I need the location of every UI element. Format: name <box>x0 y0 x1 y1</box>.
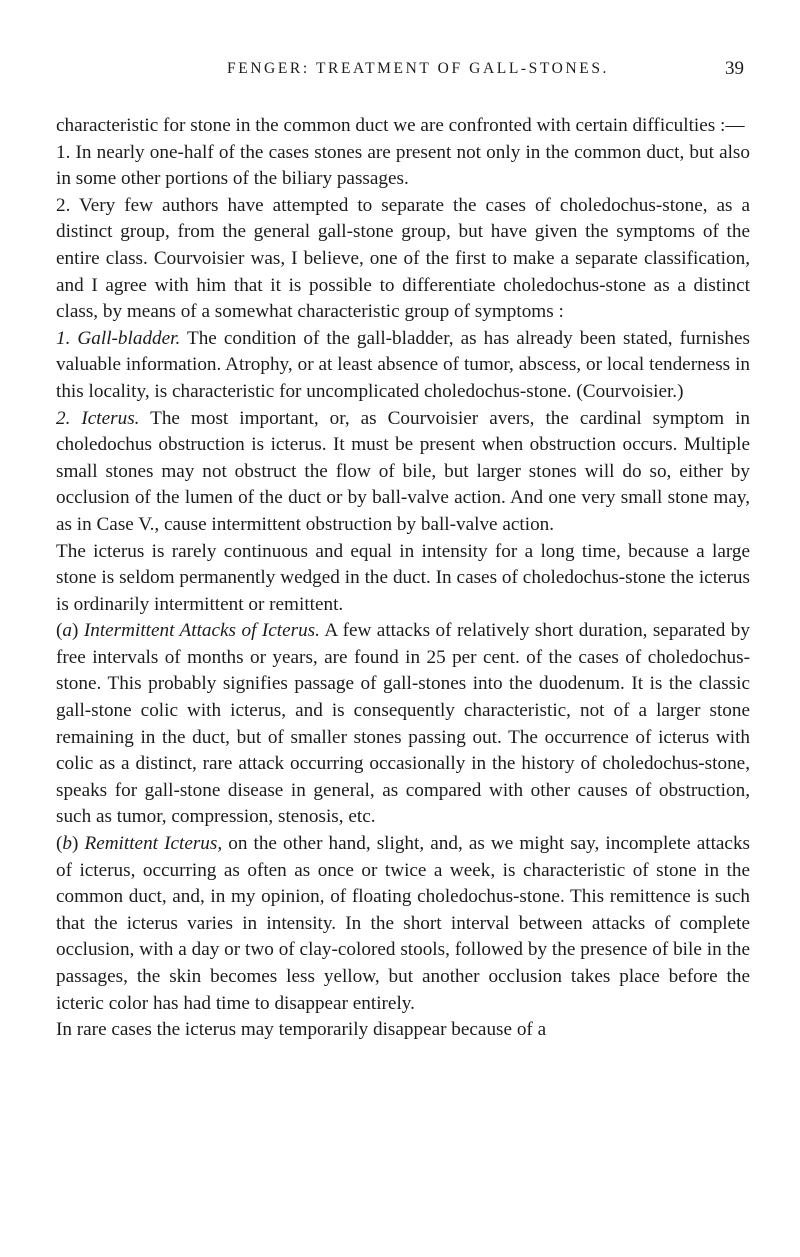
running-head: FENGER: TREATMENT OF GALL-STONES. <box>226 60 610 77</box>
paragraph: 2. Very few authors have attempted to separate the cases of choledochus-stone, as a distinct group, from the general gall-stone group, but have given the symptoms of the entire class. Courvoisier was, I believe, one of the first to make a separate classification, and I agree with him that it is possible to differentiate choledochus-stone as a distinct class, by means of a somewhat characteristic group of symptoms : <box>56 194 750 323</box>
paragraph: In rare cases the icterus may temporarily disappear because of a <box>56 1019 547 1041</box>
section-label: 1. Gall-bladder. <box>56 327 181 349</box>
paren-open: ( <box>56 833 63 855</box>
section-label: 2. Icterus. <box>56 407 140 429</box>
paragraph-text: A few attacks of relatively short duration, separated by free intervals of months or years, are found in 25 per cent. of the cases of choledochus-stone. This probably signifies passage of gall-stones into the duodenum. It is the classic gall-stone colic with icterus, and is consequently characteristic, not of a larger stone remaining in the duct, but of smaller stones passing out. The occurrence of icterus with colic as a distinct, rare attack occurring occasionally in the history of choledochus-stone, speaks for gall-stone disease in general, as compared with other causes of obstruction, such as tumor, compression, stenosis, etc. <box>56 620 750 828</box>
paragraph <box>56 406 750 539</box>
paragraph-text: on the other hand, slight, and, as we might say, incomplete attacks of icterus, occurring as often as once or twice a week, is characteristic of stone in the common duct, and, in my opinion, of floating choledochus-stone. This remittence is such that the icterus varies in intensity. In the short interval between attacks of complete occlusion, with a day or two of clay-colored stools, followed by the presence of bile in the passages, the skin becomes less yellow, but another occlusion takes place before the icteric color has had time to disappear entirely. <box>56 833 751 1014</box>
list-letter: b <box>62 833 72 855</box>
paragraph <box>56 326 750 406</box>
section-label: Remittent Icterus, <box>84 833 223 855</box>
paragraph <box>56 618 750 831</box>
paragraph-text: The condition of the gall-bladder, as has already been stated, furnishes valuable information. Atrophy, or at least absence of tumor, abscess, or local tenderness in this locality, is characteristic for uncomplicated choledochus-stone. (Courvoisier.) <box>56 327 750 402</box>
paren-close: ) <box>71 833 85 855</box>
paragraph: characteristic for stone in the common duct we are confronted with certain difficulties :— <box>56 115 745 136</box>
paragraph <box>56 831 750 1017</box>
paren-close: ) <box>71 620 84 642</box>
list-letter: a <box>62 620 72 642</box>
paragraph-text: The most important, or, as Courvoisier avers, the cardinal symptom in choledochus obstruction is icterus. It must be present when obstruction occurs. Multiple small stones may not obstruct the flow of bile, but larger stones will do so, either by occlusion of the lumen of the duct or by ball-valve action. And one very small stone may, as in Case V., cause intermittent obstruction by ball-valve action. <box>56 407 751 535</box>
body-text <box>56 113 750 1044</box>
paragraph <box>56 140 750 193</box>
section-label: Intermittent Attacks of Icterus. <box>83 620 320 642</box>
page-number: 39 <box>725 58 744 79</box>
page-header <box>92 58 744 86</box>
paren-open: ( <box>56 620 63 642</box>
paragraph: The icterus is rarely continuous and equal in intensity for a long time, because a large stone is seldom permanently wedged in the duct. In cases of choledochus-stone the icterus is ordinarily intermittent or remittent. <box>56 540 750 615</box>
paragraph-text: 1. In nearly one-half of the cases stones are present not only in the common duct, but also in some other portions of the biliary passages. <box>56 141 750 190</box>
